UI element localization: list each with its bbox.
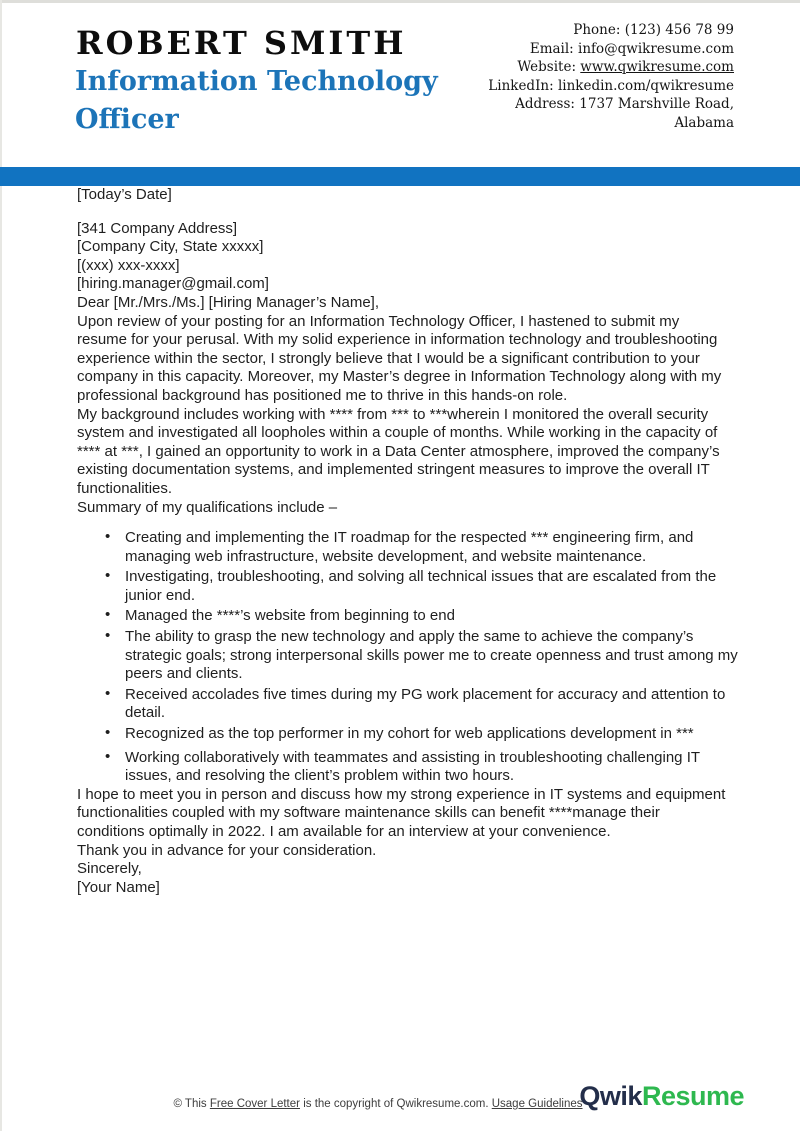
contact-block [488, 21, 734, 132]
copyright-middle: is the copyright of Qwikresume.com. [303, 1098, 489, 1110]
contact-email-value: info@qwikresume.com [578, 40, 734, 57]
contact-line-linkedin [488, 77, 734, 96]
contact-line-website [488, 58, 734, 77]
body-paragraph-2: My background includes working with **** from *** to ***wherein I monitored the overall security system and investigated all loopholes within a couple of months. While working in the capacity of **** at ***, I gained an opportunity to work in a Data Center atmosphere, improved the company’s existing documentation systems, and implemented stringent measures to improve the overall IT functionalities. [77, 405, 720, 497]
summary-intro: Summary of my qualifications include – [77, 498, 338, 516]
qualification-item: • Creating and implementing the IT roadmap for the respected *** engineering firm, and managing web infrastructure, website development, and website maintenance. [77, 529, 740, 566]
company-address-line: [(xxx) xxx-xxxx] [77, 256, 180, 274]
contact-address-label: Address: [515, 96, 575, 112]
contact-address-value: 1737 Marshville Road, [579, 96, 734, 112]
company-address-line: [hiring.manager@gmail.com] [77, 275, 269, 293]
signoff: Sincerely, [77, 860, 142, 878]
qualification-item: • Recognized as the top performer in my cohort for web applications development in *** [77, 725, 740, 744]
qualification-item: • Investigating, troubleshooting, and solving all technical issues that are escalated from the junior end. [77, 568, 740, 605]
closing-paragraph-1: I hope to meet you in person and discuss how my strong experience in IT systems and equipment functionalities coupled with my software maintenance skills can benefit ****manage their conditions optimally in 2022. I am available for an interview at your convenience. [77, 785, 726, 840]
date-placeholder: [Today’s Date] [77, 186, 172, 203]
candidate-name: ROBERT SMITH [76, 24, 407, 62]
contact-linkedin-value: linkedin.com/qwikresume [557, 77, 734, 94]
qualification-item: • Managed the ****’s website from beginning to end [77, 607, 740, 626]
contact-email-label: Email: [529, 40, 574, 57]
qualification-item: • Working collaboratively with teammates and assisting in troubleshooting challenging IT issues, and resolving the client’s problem within two hours. [77, 749, 740, 786]
contact-phone-value: (123) 456 78 99 [624, 22, 734, 38]
company-address-line: [Company City, State xxxxx] [77, 238, 264, 256]
signature-placeholder: [Your Name] [77, 878, 160, 896]
letter-body [77, 186, 738, 897]
contact-line-phone [488, 21, 734, 40]
contact-website-link[interactable]: www.qwikresume.com [580, 59, 734, 75]
copyright-prefix: © This [173, 1098, 207, 1110]
body-paragraph-1: Upon review of your posting for an Information Technology Officer, I hastened to submit my resume for your perusal. With my solid experience in information technology and troubleshooting experience within the sector, I strongly believe that I would be a significant contribution to your company in this capacity. Moreover, my Master’s degree in Information Technology along with my professional background has positioned me to thrive in this hands-on role. [77, 312, 722, 404]
qwikresume-logo [579, 1081, 744, 1112]
closing-paragraph-2: Thank you in advance for your consideration. [77, 841, 377, 859]
contact-linkedin-label: LinkedIn: [488, 77, 554, 94]
logo-resume-text: Resume [641, 1081, 744, 1111]
logo-qwik-text: Qwik [579, 1081, 642, 1111]
company-address-line: [341 Company Address] [77, 219, 238, 237]
qualification-item: • Received accolades five times during my PG work placement for accuracy and attention to detail. [77, 686, 740, 723]
qualification-item: • The ability to grasp the new technology and apply the same to achieve the company’s strategic goals; strong interpersonal skills power me to create openness and trust among my peers and clients. [77, 628, 740, 684]
page-edge-top [0, 0, 800, 3]
contact-phone-label: Phone: [573, 22, 621, 38]
candidate-job-title: Information Technology Officer [75, 66, 438, 135]
contact-line-address-2 [488, 114, 734, 133]
free-cover-letter-link[interactable]: Free Cover Letter [209, 1098, 300, 1110]
salutation: Dear [Mr./Mrs./Ms.] [Hiring Manager’s Name], [77, 293, 380, 311]
contact-address-value-2: Alabama [674, 114, 734, 131]
qualifications-list [77, 529, 740, 786]
contact-line-email [488, 40, 734, 59]
contact-line-address [488, 95, 734, 114]
usage-guidelines-link[interactable]: Usage Guidelines [491, 1098, 583, 1110]
header-accent-bar [0, 167, 800, 186]
contact-website-label: Website: [517, 59, 576, 75]
company-address-block [77, 220, 727, 294]
